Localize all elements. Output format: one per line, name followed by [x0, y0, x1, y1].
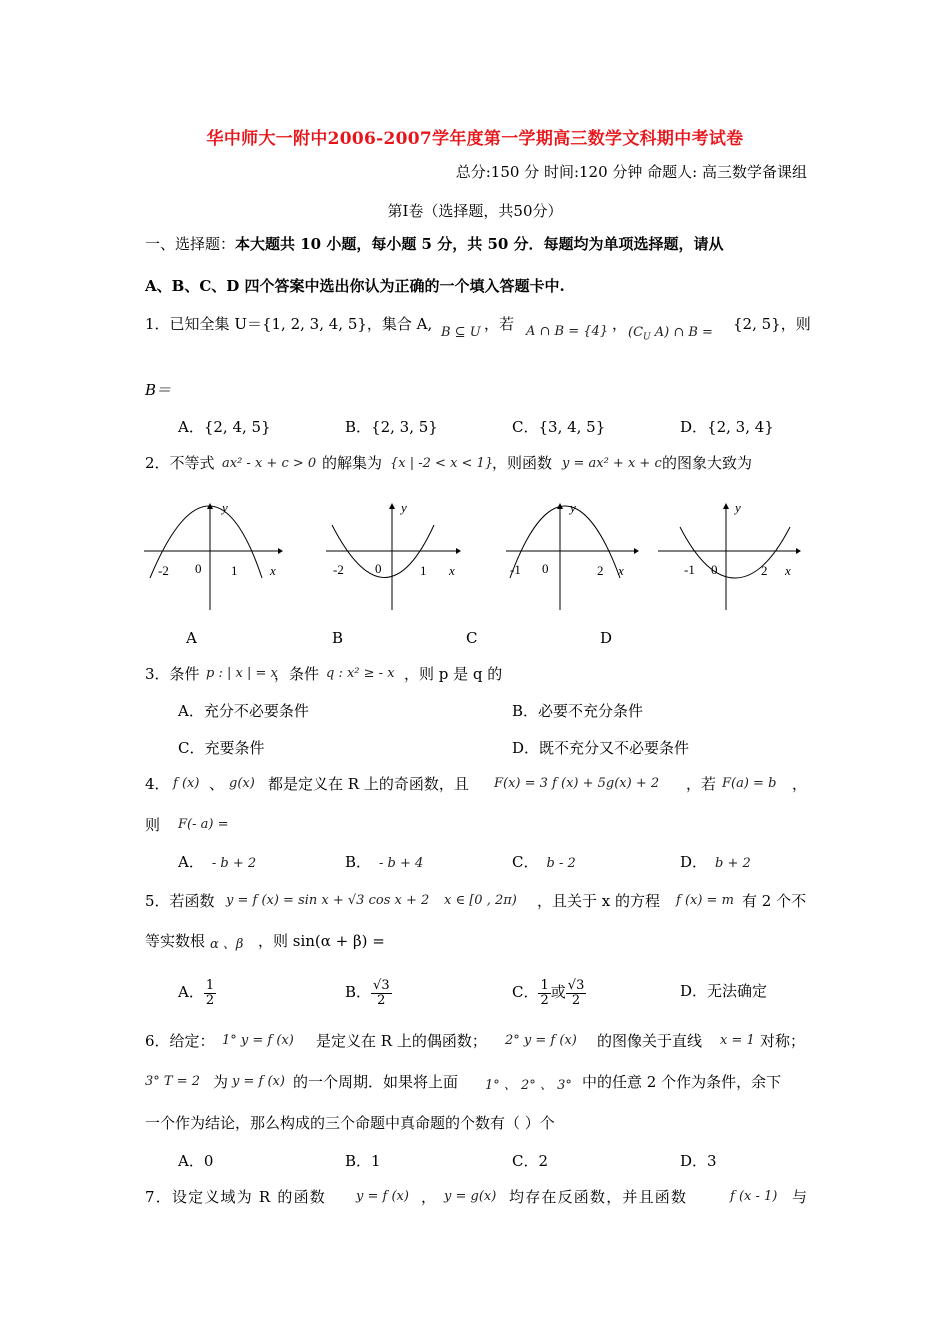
q5-option-b-num: √3	[373, 977, 390, 993]
graph-c-origin: 0	[542, 561, 549, 576]
q2-text-d: 的图象大致为	[662, 454, 753, 472]
q5-option-b	[345, 970, 392, 1014]
q3-text-a: 3．条件	[145, 665, 200, 683]
q3-option-b: B．必要不充分条件	[512, 702, 644, 720]
q4-text-c: 都是定义在 R 上的奇函数，且	[268, 775, 469, 793]
graph-a-x-label: x	[270, 563, 276, 578]
q4-text-b: 、	[209, 775, 225, 793]
q4-math-Fa: F(a) = b	[722, 776, 777, 791]
q4-option-a-label: A．	[178, 853, 204, 871]
q6-math-3: 3° T = 2	[145, 1074, 201, 1089]
graph-d-origin: 0	[711, 562, 718, 577]
q5-text-a: 5．若函数	[145, 892, 215, 910]
graph-c-y-label: y	[570, 500, 576, 515]
q5-option-c-den-2: 2	[571, 992, 581, 1008]
q6-line-2-c: 中的任意 2 个作为条件，余下	[582, 1073, 782, 1091]
q4-text-e: ，	[792, 775, 808, 793]
q1-option-d: D．{2, 3, 4}	[680, 418, 774, 436]
graph-b-y-arrow	[389, 503, 395, 509]
graph-d-curve	[680, 527, 790, 578]
graph-label-c: C	[466, 629, 478, 647]
q5-option-d: D．无法确定	[680, 982, 768, 1000]
graph-c-curve	[510, 506, 620, 578]
q6-option-d: D．3	[680, 1152, 717, 1170]
graph-d-y-arrow	[723, 503, 729, 509]
graph-b	[326, 500, 461, 610]
q4-option-b	[345, 852, 423, 874]
q4-line-2: 则	[145, 816, 161, 834]
q6-math-2: 2° y = f (x)	[505, 1033, 577, 1048]
q5-option-a-den: 2	[205, 992, 215, 1008]
q5-option-c-fraction-2	[566, 979, 587, 1008]
graph-d	[658, 500, 801, 610]
graph-d-right-root: 2	[761, 563, 768, 578]
q2-math-function: y = ax² + x + c	[562, 456, 662, 471]
q5-option-c-or: 或	[550, 983, 566, 1001]
q3-math-q: q : x² ≥ - x	[326, 666, 395, 681]
q4-math-F: F(x) = 3 f (x) + 5g(x) + 2	[494, 776, 660, 791]
graph-a-origin: 0	[195, 561, 202, 576]
q4-option-d-label: D．	[680, 853, 708, 871]
q5-text-c: 有 2 个不	[742, 892, 807, 910]
q4-option-c	[512, 852, 576, 874]
instructions-lead: 一、选择题：	[145, 235, 236, 253]
q1-math-complement	[628, 325, 713, 343]
q2-math-solution-set: {x | -2 < x < 1}	[390, 456, 494, 471]
q7-math-f: y = f (x)	[356, 1189, 409, 1204]
q6-line-2-b: 的一个周期．如果将上面	[293, 1073, 459, 1091]
graph-d-left-root: -1	[684, 562, 695, 577]
q6-line-2-a: 为	[213, 1073, 229, 1091]
q2-text-b: 的解集为	[322, 454, 383, 472]
q5-option-a-num: 1	[205, 977, 215, 993]
q4-math-f: f (x)	[173, 776, 200, 791]
q5-option-c	[512, 970, 586, 1014]
q3-option-c: C．充要条件	[178, 739, 265, 757]
graph-a-right-root: 1	[231, 563, 238, 578]
instructions-line-2: A、B、C、D 四个答案中选出你认为正确的一个填入答题卡中.	[145, 277, 565, 295]
q1-text-b: U＝{1, 2, 3, 4, 5}，集合 A,	[234, 315, 433, 333]
graph-c-right-root: 2	[597, 563, 604, 578]
q2-math-inequality: ax² - x + c > 0	[222, 456, 317, 471]
q5-option-a-label: A．	[178, 983, 204, 1001]
q4-option-c-label: C．	[512, 853, 539, 871]
q5-math-equation: f (x) = m	[676, 893, 734, 908]
q4-text-d: ，若	[686, 775, 717, 793]
q5-option-c-num-1: 1	[540, 977, 549, 993]
graph-a	[144, 500, 283, 610]
q4-text-a: 4．	[145, 775, 170, 793]
q6-math-1: 1° y = f (x)	[222, 1033, 294, 1048]
q5-math-roots: α 、β	[210, 937, 244, 952]
q4-option-b-math: - b + 4	[379, 856, 424, 871]
q2-text-c: ，则函数	[492, 454, 553, 472]
q3-math-p: p : | x | = x	[206, 666, 278, 681]
q6-text-a: 6．给定：	[145, 1032, 215, 1050]
q5-option-c-fraction-1	[538, 979, 550, 1008]
q3-option-a: A．充分不必要条件	[178, 702, 309, 720]
q7-text-a: 7．设定义域为 R 的函数	[145, 1188, 326, 1206]
q4-math-F-neg-a: F(- a) =	[178, 817, 229, 832]
q5-option-b-label: B．	[345, 983, 372, 1001]
graph-c	[506, 500, 639, 610]
q1-comp-a: (C	[628, 325, 644, 340]
q1-math-intersection: A ∩ B = {4}	[526, 324, 609, 339]
graph-b-left-root: -2	[333, 562, 344, 577]
exam-meta: 总分:150 分 时间:120 分钟 命题人: 高三数学备课组	[455, 163, 807, 181]
graph-a-y-label: y	[222, 500, 228, 515]
graph-c-x-label: x	[618, 563, 624, 578]
q3-text-c: ，则 p 是 q 的	[404, 665, 503, 683]
graph-c-x-arrow	[634, 548, 639, 554]
q7-text-b: ，	[421, 1188, 437, 1206]
q4-option-c-math: b - 2	[546, 856, 576, 871]
q5-option-a-fraction	[204, 979, 216, 1008]
q5-text-b: ，且关于 x 的方程	[537, 892, 660, 910]
instructions-line-1	[145, 234, 807, 254]
q5-math-domain: x ∈ [0 , 2π)	[444, 893, 517, 908]
graph-b-origin: 0	[375, 561, 382, 576]
graph-a-x-arrow	[278, 548, 283, 554]
q1-comma: ，若	[484, 315, 515, 333]
graph-d-x-arrow	[796, 548, 801, 554]
q1-line-1-end: {2, 5}，则	[733, 315, 811, 333]
q1-option-c: C．{3, 4, 5}	[512, 418, 606, 436]
q5-option-c-num-2: √3	[567, 977, 585, 993]
q3-text-b: ，条件	[274, 665, 320, 683]
exam-title: 华中师大一附中2006-2007学年度第一学期高三数学文科期中考试卷	[206, 129, 744, 149]
q1-line-1	[145, 314, 432, 334]
q6-text-d: 对称；	[760, 1032, 806, 1050]
q5-option-b-fraction	[371, 979, 392, 1008]
q4-option-d	[680, 852, 751, 874]
q6-line-3: 一个作为结论，那么构成的三个命题中真命题的个数有（ ）个	[145, 1114, 555, 1132]
q6-option-b: B．1	[345, 1152, 381, 1170]
graph-a-left-root: -2	[158, 563, 169, 578]
q6-text-c: 的图像关于直线	[597, 1032, 703, 1050]
q5-option-b-den: 2	[377, 992, 386, 1008]
section-title: 第Ⅰ卷（选择题，共50分）	[387, 202, 563, 220]
q5-line-2-b: ，则 sin(α + β) =	[258, 932, 385, 950]
graph-label-a: A	[186, 629, 197, 647]
q4-math-g: g(x)	[229, 776, 255, 791]
graph-d-y-label: y	[735, 500, 741, 515]
q7-text-c: 均存在反函数，并且函数	[509, 1188, 688, 1206]
graph-b-right-root: 1	[420, 563, 427, 578]
q2-text-a: 2．不等式	[145, 454, 215, 472]
graph-d-x-label: x	[785, 563, 791, 578]
q6-option-c: C．2	[512, 1152, 549, 1170]
q5-option-a	[178, 970, 216, 1014]
q4-option-b-label: B．	[345, 853, 372, 871]
q1-math-subset: B ⊆ U	[441, 325, 481, 340]
q1-option-b: B．{2, 3, 5}	[345, 418, 438, 436]
q1-line-2: B＝	[145, 381, 172, 399]
q4-option-a-math: - b + 2	[211, 856, 257, 871]
q2-graphs	[140, 495, 810, 620]
q7-math-g: y = g(x)	[444, 1189, 497, 1204]
q5-option-c-den-1: 2	[540, 992, 549, 1008]
q6-text-b: 是定义在 R 上的偶函数；	[316, 1032, 487, 1050]
graph-b-x-label: x	[449, 563, 455, 578]
graph-label-d: D	[600, 629, 613, 647]
q1-comp-sub: U	[643, 332, 651, 343]
q6-math-line: x = 1	[720, 1033, 755, 1048]
q7-text-d: 与	[792, 1188, 808, 1206]
instructions-bold-1: 本大题共 10 小题，每小题 5 分，共 50 分．每题均为单项选择题，请从	[235, 235, 724, 253]
graph-c-left-root: -1	[510, 562, 521, 577]
q4-option-d-math: b + 2	[715, 856, 751, 871]
q1-comma-2: ，	[612, 315, 628, 333]
q1-text-a: 1．已知全集	[145, 315, 235, 333]
graph-b-x-arrow	[456, 548, 461, 554]
q4-option-a	[178, 852, 256, 874]
graph-label-b: B	[332, 629, 344, 647]
q1-comp-b: A) ∩ B =	[650, 325, 713, 340]
q5-line-2-a: 等实数根	[145, 932, 206, 950]
q7-math-f-shift: f (x - 1)	[730, 1189, 778, 1204]
q5-option-c-label: C．	[512, 983, 539, 1001]
q6-option-a: A．0	[178, 1152, 214, 1170]
q6-math-4: y = f (x)	[232, 1074, 285, 1089]
q6-math-5: 1° 、 2° 、 3°	[485, 1078, 572, 1093]
q5-math-function: y = f (x) = sin x + √3 cos x + 2	[226, 893, 430, 908]
q1-option-a: A．{2, 4, 5}	[178, 418, 271, 436]
q3-option-d: D．既不充分又不必要条件	[512, 739, 690, 757]
graph-b-y-label: y	[401, 500, 407, 515]
